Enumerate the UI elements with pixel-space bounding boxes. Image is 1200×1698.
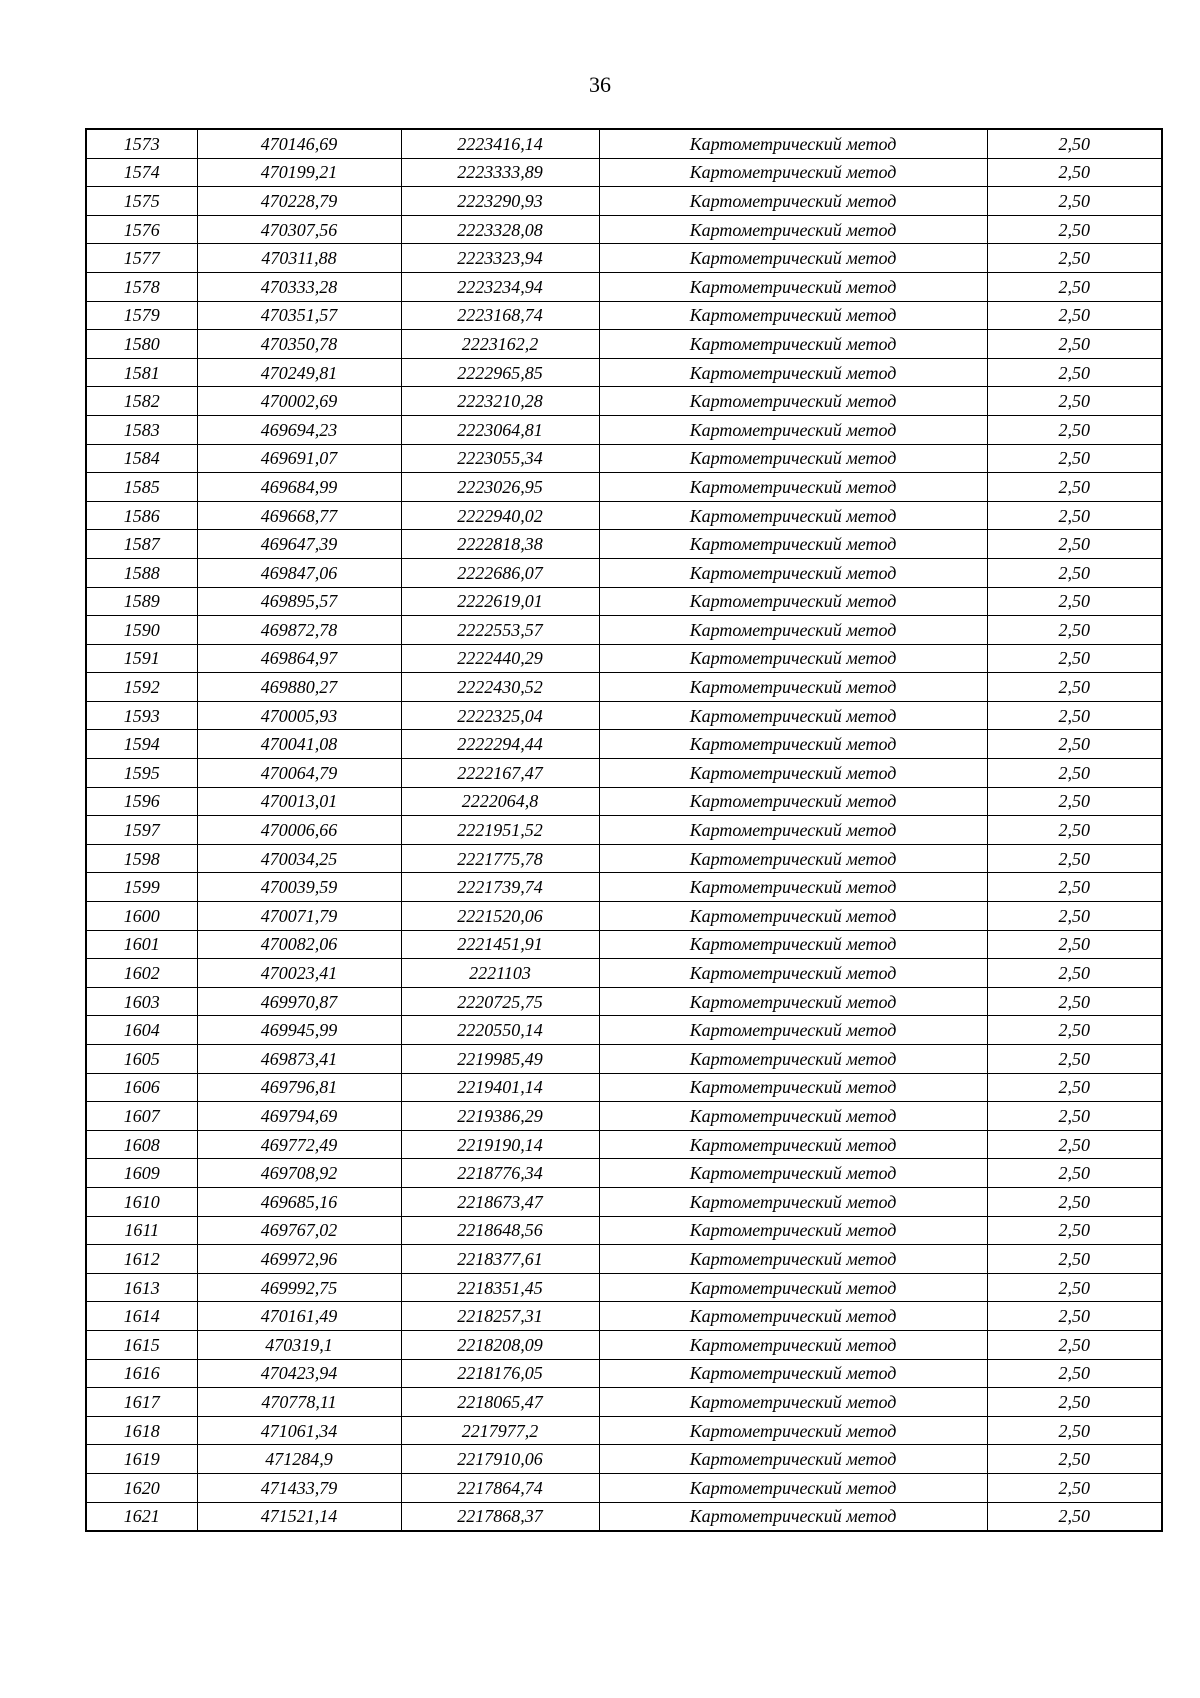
- accuracy-cell: 2,50: [987, 930, 1162, 959]
- point-number-cell: 1578: [86, 272, 197, 301]
- x-coordinate-cell: 471433,79: [197, 1473, 401, 1502]
- accuracy-cell: 2,50: [987, 1216, 1162, 1245]
- x-coordinate-cell: 470082,06: [197, 930, 401, 959]
- accuracy-cell: 2,50: [987, 1359, 1162, 1388]
- y-coordinate-cell: 2219386,29: [401, 1102, 599, 1131]
- point-number-cell: 1618: [86, 1416, 197, 1445]
- x-coordinate-cell: 469970,87: [197, 987, 401, 1016]
- method-cell: Картометрический метод: [599, 1330, 987, 1359]
- accuracy-cell: 2,50: [987, 1130, 1162, 1159]
- point-number-cell: 1595: [86, 759, 197, 788]
- accuracy-cell: 2,50: [987, 158, 1162, 187]
- x-coordinate-cell: 469647,39: [197, 530, 401, 559]
- accuracy-cell: 2,50: [987, 673, 1162, 702]
- accuracy-cell: 2,50: [987, 129, 1162, 158]
- y-coordinate-cell: 2221739,74: [401, 873, 599, 902]
- y-coordinate-cell: 2222440,29: [401, 644, 599, 673]
- y-coordinate-cell: 2222940,02: [401, 501, 599, 530]
- point-number-cell: 1576: [86, 215, 197, 244]
- y-coordinate-cell: 2217864,74: [401, 1473, 599, 1502]
- x-coordinate-cell: 469864,97: [197, 644, 401, 673]
- method-cell: Картометрический метод: [599, 730, 987, 759]
- y-coordinate-cell: 2222294,44: [401, 730, 599, 759]
- y-coordinate-cell: 2219401,14: [401, 1073, 599, 1102]
- x-coordinate-cell: 470146,69: [197, 129, 401, 158]
- point-number-cell: 1619: [86, 1445, 197, 1474]
- table-row: [86, 1130, 1162, 1159]
- method-cell: Картометрический метод: [599, 501, 987, 530]
- table-row: [86, 844, 1162, 873]
- y-coordinate-cell: 2219190,14: [401, 1130, 599, 1159]
- point-number-cell: 1612: [86, 1245, 197, 1274]
- method-cell: Картометрический метод: [599, 444, 987, 473]
- table-row: [86, 1016, 1162, 1045]
- point-number-cell: 1601: [86, 930, 197, 959]
- x-coordinate-cell: 469767,02: [197, 1216, 401, 1245]
- accuracy-cell: 2,50: [987, 244, 1162, 273]
- point-number-cell: 1585: [86, 473, 197, 502]
- method-cell: Картометрический метод: [599, 616, 987, 645]
- x-coordinate-cell: 469691,07: [197, 444, 401, 473]
- method-cell: Картометрический метод: [599, 1445, 987, 1474]
- point-number-cell: 1597: [86, 816, 197, 845]
- accuracy-cell: 2,50: [987, 358, 1162, 387]
- method-cell: Картометрический метод: [599, 873, 987, 902]
- accuracy-cell: 2,50: [987, 1388, 1162, 1417]
- y-coordinate-cell: 2223416,14: [401, 129, 599, 158]
- table-row: [86, 1045, 1162, 1074]
- x-coordinate-cell: 470041,08: [197, 730, 401, 759]
- x-coordinate-cell: 469684,99: [197, 473, 401, 502]
- method-cell: Картометрический метод: [599, 415, 987, 444]
- x-coordinate-cell: 470023,41: [197, 959, 401, 988]
- point-number-cell: 1614: [86, 1302, 197, 1331]
- x-coordinate-cell: 470319,1: [197, 1330, 401, 1359]
- accuracy-cell: 2,50: [987, 1159, 1162, 1188]
- accuracy-cell: 2,50: [987, 1045, 1162, 1074]
- table-row: [86, 730, 1162, 759]
- y-coordinate-cell: 2222325,04: [401, 701, 599, 730]
- point-number-cell: 1593: [86, 701, 197, 730]
- accuracy-cell: 2,50: [987, 1445, 1162, 1474]
- table-row: [86, 272, 1162, 301]
- table-row: [86, 1187, 1162, 1216]
- table-row: [86, 558, 1162, 587]
- method-cell: Картометрический метод: [599, 1473, 987, 1502]
- coordinates-table-body: [86, 129, 1162, 1531]
- method-cell: Картометрический метод: [599, 1359, 987, 1388]
- table-row: [86, 1473, 1162, 1502]
- accuracy-cell: 2,50: [987, 816, 1162, 845]
- point-number-cell: 1575: [86, 187, 197, 216]
- x-coordinate-cell: 470071,79: [197, 902, 401, 931]
- method-cell: Картометрический метод: [599, 215, 987, 244]
- accuracy-cell: 2,50: [987, 215, 1162, 244]
- method-cell: Картометрический метод: [599, 1102, 987, 1131]
- table-row: [86, 759, 1162, 788]
- table-row: [86, 358, 1162, 387]
- x-coordinate-cell: 469847,06: [197, 558, 401, 587]
- y-coordinate-cell: 2222064,8: [401, 787, 599, 816]
- point-number-cell: 1573: [86, 129, 197, 158]
- method-cell: Картометрический метод: [599, 1130, 987, 1159]
- method-cell: Картометрический метод: [599, 701, 987, 730]
- method-cell: Картометрический метод: [599, 1388, 987, 1417]
- point-number-cell: 1582: [86, 387, 197, 416]
- x-coordinate-cell: 470307,56: [197, 215, 401, 244]
- table-row: [86, 1102, 1162, 1131]
- y-coordinate-cell: 2222167,47: [401, 759, 599, 788]
- y-coordinate-cell: 2221775,78: [401, 844, 599, 873]
- method-cell: Картометрический метод: [599, 244, 987, 273]
- point-number-cell: 1605: [86, 1045, 197, 1074]
- point-number-cell: 1588: [86, 558, 197, 587]
- y-coordinate-cell: 2218257,31: [401, 1302, 599, 1331]
- point-number-cell: 1590: [86, 616, 197, 645]
- x-coordinate-cell: 470778,11: [197, 1388, 401, 1417]
- y-coordinate-cell: 2223064,81: [401, 415, 599, 444]
- accuracy-cell: 2,50: [987, 1302, 1162, 1331]
- point-number-cell: 1607: [86, 1102, 197, 1131]
- method-cell: Картометрический метод: [599, 358, 987, 387]
- accuracy-cell: 2,50: [987, 987, 1162, 1016]
- y-coordinate-cell: 2223328,08: [401, 215, 599, 244]
- x-coordinate-cell: 470034,25: [197, 844, 401, 873]
- x-coordinate-cell: 470199,21: [197, 158, 401, 187]
- y-coordinate-cell: 2222430,52: [401, 673, 599, 702]
- point-number-cell: 1583: [86, 415, 197, 444]
- accuracy-cell: 2,50: [987, 530, 1162, 559]
- y-coordinate-cell: 2219985,49: [401, 1045, 599, 1074]
- table-row: [86, 158, 1162, 187]
- point-number-cell: 1587: [86, 530, 197, 559]
- method-cell: Картометрический метод: [599, 1302, 987, 1331]
- table-row: [86, 787, 1162, 816]
- method-cell: Картометрический метод: [599, 1216, 987, 1245]
- method-cell: Картометрический метод: [599, 558, 987, 587]
- method-cell: Картометрический метод: [599, 301, 987, 330]
- accuracy-cell: 2,50: [987, 272, 1162, 301]
- accuracy-cell: 2,50: [987, 587, 1162, 616]
- table-row: [86, 1445, 1162, 1474]
- point-number-cell: 1611: [86, 1216, 197, 1245]
- method-cell: Картометрический метод: [599, 158, 987, 187]
- x-coordinate-cell: 470350,78: [197, 330, 401, 359]
- table-row: [86, 587, 1162, 616]
- y-coordinate-cell: 2223162,2: [401, 330, 599, 359]
- y-coordinate-cell: 2221103: [401, 959, 599, 988]
- x-coordinate-cell: 470423,94: [197, 1359, 401, 1388]
- x-coordinate-cell: 469972,96: [197, 1245, 401, 1274]
- method-cell: Картометрический метод: [599, 272, 987, 301]
- accuracy-cell: 2,50: [987, 558, 1162, 587]
- table-row: [86, 501, 1162, 530]
- table-row: [86, 1159, 1162, 1188]
- x-coordinate-cell: 470005,93: [197, 701, 401, 730]
- accuracy-cell: 2,50: [987, 730, 1162, 759]
- x-coordinate-cell: 470039,59: [197, 873, 401, 902]
- method-cell: Картометрический метод: [599, 816, 987, 845]
- x-coordinate-cell: 469708,92: [197, 1159, 401, 1188]
- y-coordinate-cell: 2218377,61: [401, 1245, 599, 1274]
- point-number-cell: 1608: [86, 1130, 197, 1159]
- point-number-cell: 1584: [86, 444, 197, 473]
- accuracy-cell: 2,50: [987, 1416, 1162, 1445]
- accuracy-cell: 2,50: [987, 701, 1162, 730]
- accuracy-cell: 2,50: [987, 187, 1162, 216]
- point-number-cell: 1606: [86, 1073, 197, 1102]
- point-number-cell: 1589: [86, 587, 197, 616]
- method-cell: Картометрический метод: [599, 644, 987, 673]
- table-row: [86, 616, 1162, 645]
- y-coordinate-cell: 2223055,34: [401, 444, 599, 473]
- x-coordinate-cell: 470351,57: [197, 301, 401, 330]
- accuracy-cell: 2,50: [987, 759, 1162, 788]
- accuracy-cell: 2,50: [987, 1502, 1162, 1531]
- y-coordinate-cell: 2223234,94: [401, 272, 599, 301]
- table-row: [86, 1416, 1162, 1445]
- point-number-cell: 1620: [86, 1473, 197, 1502]
- method-cell: Картометрический метод: [599, 959, 987, 988]
- point-number-cell: 1600: [86, 902, 197, 931]
- table-row: [86, 1359, 1162, 1388]
- table-row: [86, 301, 1162, 330]
- point-number-cell: 1599: [86, 873, 197, 902]
- y-coordinate-cell: 2218673,47: [401, 1187, 599, 1216]
- point-number-cell: 1574: [86, 158, 197, 187]
- point-number-cell: 1615: [86, 1330, 197, 1359]
- y-coordinate-cell: 2223290,93: [401, 187, 599, 216]
- point-number-cell: 1598: [86, 844, 197, 873]
- table-row: [86, 444, 1162, 473]
- method-cell: Картометрический метод: [599, 1273, 987, 1302]
- accuracy-cell: 2,50: [987, 959, 1162, 988]
- y-coordinate-cell: 2218351,45: [401, 1273, 599, 1302]
- accuracy-cell: 2,50: [987, 415, 1162, 444]
- table-row: [86, 415, 1162, 444]
- y-coordinate-cell: 2217977,2: [401, 1416, 599, 1445]
- point-number-cell: 1592: [86, 673, 197, 702]
- table-row: [86, 701, 1162, 730]
- method-cell: Картометрический метод: [599, 902, 987, 931]
- method-cell: Картометрический метод: [599, 759, 987, 788]
- accuracy-cell: 2,50: [987, 330, 1162, 359]
- point-number-cell: 1594: [86, 730, 197, 759]
- method-cell: Картометрический метод: [599, 673, 987, 702]
- method-cell: Картометрический метод: [599, 1245, 987, 1274]
- y-coordinate-cell: 2222686,07: [401, 558, 599, 587]
- accuracy-cell: 2,50: [987, 1073, 1162, 1102]
- y-coordinate-cell: 2223323,94: [401, 244, 599, 273]
- x-coordinate-cell: 471284,9: [197, 1445, 401, 1474]
- accuracy-cell: 2,50: [987, 873, 1162, 902]
- x-coordinate-cell: 469694,23: [197, 415, 401, 444]
- y-coordinate-cell: 2223333,89: [401, 158, 599, 187]
- table-row: [86, 129, 1162, 158]
- method-cell: Картометрический метод: [599, 1159, 987, 1188]
- method-cell: Картометрический метод: [599, 387, 987, 416]
- point-number-cell: 1596: [86, 787, 197, 816]
- page-number: 36: [589, 72, 611, 97]
- x-coordinate-cell: 470311,88: [197, 244, 401, 273]
- table-row: [86, 1330, 1162, 1359]
- point-number-cell: 1621: [86, 1502, 197, 1531]
- method-cell: Картометрический метод: [599, 1502, 987, 1531]
- coordinates-table: [85, 128, 1163, 1532]
- point-number-cell: 1604: [86, 1016, 197, 1045]
- x-coordinate-cell: 469794,69: [197, 1102, 401, 1131]
- method-cell: Картометрический метод: [599, 187, 987, 216]
- y-coordinate-cell: 2222553,57: [401, 616, 599, 645]
- point-number-cell: 1586: [86, 501, 197, 530]
- y-coordinate-cell: 2218208,09: [401, 1330, 599, 1359]
- x-coordinate-cell: 469796,81: [197, 1073, 401, 1102]
- table-row: [86, 902, 1162, 931]
- point-number-cell: 1577: [86, 244, 197, 273]
- y-coordinate-cell: 2222619,01: [401, 587, 599, 616]
- x-coordinate-cell: 470333,28: [197, 272, 401, 301]
- y-coordinate-cell: 2220725,75: [401, 987, 599, 1016]
- table-row: [86, 387, 1162, 416]
- accuracy-cell: 2,50: [987, 902, 1162, 931]
- y-coordinate-cell: 2223168,74: [401, 301, 599, 330]
- accuracy-cell: 2,50: [987, 1330, 1162, 1359]
- table-row: [86, 187, 1162, 216]
- point-number-cell: 1610: [86, 1187, 197, 1216]
- method-cell: Картометрический метод: [599, 330, 987, 359]
- x-coordinate-cell: 470064,79: [197, 759, 401, 788]
- accuracy-cell: 2,50: [987, 301, 1162, 330]
- x-coordinate-cell: 469895,57: [197, 587, 401, 616]
- x-coordinate-cell: 469945,99: [197, 1016, 401, 1045]
- y-coordinate-cell: 2220550,14: [401, 1016, 599, 1045]
- x-coordinate-cell: 469772,49: [197, 1130, 401, 1159]
- y-coordinate-cell: 2221520,06: [401, 902, 599, 931]
- y-coordinate-cell: 2221451,91: [401, 930, 599, 959]
- x-coordinate-cell: 469880,27: [197, 673, 401, 702]
- accuracy-cell: 2,50: [987, 787, 1162, 816]
- x-coordinate-cell: 470013,01: [197, 787, 401, 816]
- y-coordinate-cell: 2222965,85: [401, 358, 599, 387]
- table-row: [86, 873, 1162, 902]
- accuracy-cell: 2,50: [987, 1273, 1162, 1302]
- table-row: [86, 473, 1162, 502]
- point-number-cell: 1579: [86, 301, 197, 330]
- point-number-cell: 1603: [86, 987, 197, 1016]
- x-coordinate-cell: 469873,41: [197, 1045, 401, 1074]
- method-cell: Картометрический метод: [599, 930, 987, 959]
- table-row: [86, 1073, 1162, 1102]
- table-row: [86, 244, 1162, 273]
- accuracy-cell: 2,50: [987, 1245, 1162, 1274]
- table-row: [86, 215, 1162, 244]
- x-coordinate-cell: 470006,66: [197, 816, 401, 845]
- method-cell: Картометрический метод: [599, 587, 987, 616]
- x-coordinate-cell: 469992,75: [197, 1273, 401, 1302]
- y-coordinate-cell: 2223210,28: [401, 387, 599, 416]
- point-number-cell: 1580: [86, 330, 197, 359]
- point-number-cell: 1602: [86, 959, 197, 988]
- table-row: [86, 1302, 1162, 1331]
- method-cell: Картометрический метод: [599, 1073, 987, 1102]
- method-cell: Картометрический метод: [599, 1016, 987, 1045]
- y-coordinate-cell: 2221951,52: [401, 816, 599, 845]
- table-row: [86, 1502, 1162, 1531]
- accuracy-cell: 2,50: [987, 844, 1162, 873]
- method-cell: Картометрический метод: [599, 1045, 987, 1074]
- method-cell: Картометрический метод: [599, 1187, 987, 1216]
- x-coordinate-cell: 470249,81: [197, 358, 401, 387]
- x-coordinate-cell: 470002,69: [197, 387, 401, 416]
- method-cell: Картометрический метод: [599, 473, 987, 502]
- accuracy-cell: 2,50: [987, 1016, 1162, 1045]
- table-row: [86, 644, 1162, 673]
- table-row: [86, 1388, 1162, 1417]
- accuracy-cell: 2,50: [987, 387, 1162, 416]
- y-coordinate-cell: 2223026,95: [401, 473, 599, 502]
- point-number-cell: 1616: [86, 1359, 197, 1388]
- accuracy-cell: 2,50: [987, 1187, 1162, 1216]
- accuracy-cell: 2,50: [987, 616, 1162, 645]
- y-coordinate-cell: 2218648,56: [401, 1216, 599, 1245]
- accuracy-cell: 2,50: [987, 473, 1162, 502]
- x-coordinate-cell: 469872,78: [197, 616, 401, 645]
- x-coordinate-cell: 469685,16: [197, 1187, 401, 1216]
- y-coordinate-cell: 2218776,34: [401, 1159, 599, 1188]
- accuracy-cell: 2,50: [987, 1473, 1162, 1502]
- table-row: [86, 987, 1162, 1016]
- point-number-cell: 1609: [86, 1159, 197, 1188]
- accuracy-cell: 2,50: [987, 1102, 1162, 1131]
- y-coordinate-cell: 2217868,37: [401, 1502, 599, 1531]
- table-row: [86, 930, 1162, 959]
- method-cell: Картометрический метод: [599, 787, 987, 816]
- y-coordinate-cell: 2217910,06: [401, 1445, 599, 1474]
- table-row: [86, 673, 1162, 702]
- point-number-cell: 1613: [86, 1273, 197, 1302]
- method-cell: Картометрический метод: [599, 1416, 987, 1445]
- accuracy-cell: 2,50: [987, 644, 1162, 673]
- method-cell: Картометрический метод: [599, 530, 987, 559]
- y-coordinate-cell: 2218176,05: [401, 1359, 599, 1388]
- table-row: [86, 816, 1162, 845]
- method-cell: Картометрический метод: [599, 844, 987, 873]
- x-coordinate-cell: 471061,34: [197, 1416, 401, 1445]
- x-coordinate-cell: 469668,77: [197, 501, 401, 530]
- table-row: [86, 959, 1162, 988]
- accuracy-cell: 2,50: [987, 501, 1162, 530]
- table-row: [86, 1216, 1162, 1245]
- y-coordinate-cell: 2218065,47: [401, 1388, 599, 1417]
- point-number-cell: 1581: [86, 358, 197, 387]
- table-row: [86, 530, 1162, 559]
- x-coordinate-cell: 470161,49: [197, 1302, 401, 1331]
- table-row: [86, 330, 1162, 359]
- table-row: [86, 1245, 1162, 1274]
- y-coordinate-cell: 2222818,38: [401, 530, 599, 559]
- x-coordinate-cell: 471521,14: [197, 1502, 401, 1531]
- method-cell: Картометрический метод: [599, 129, 987, 158]
- table-row: [86, 1273, 1162, 1302]
- point-number-cell: 1617: [86, 1388, 197, 1417]
- accuracy-cell: 2,50: [987, 444, 1162, 473]
- method-cell: Картометрический метод: [599, 987, 987, 1016]
- point-number-cell: 1591: [86, 644, 197, 673]
- x-coordinate-cell: 470228,79: [197, 187, 401, 216]
